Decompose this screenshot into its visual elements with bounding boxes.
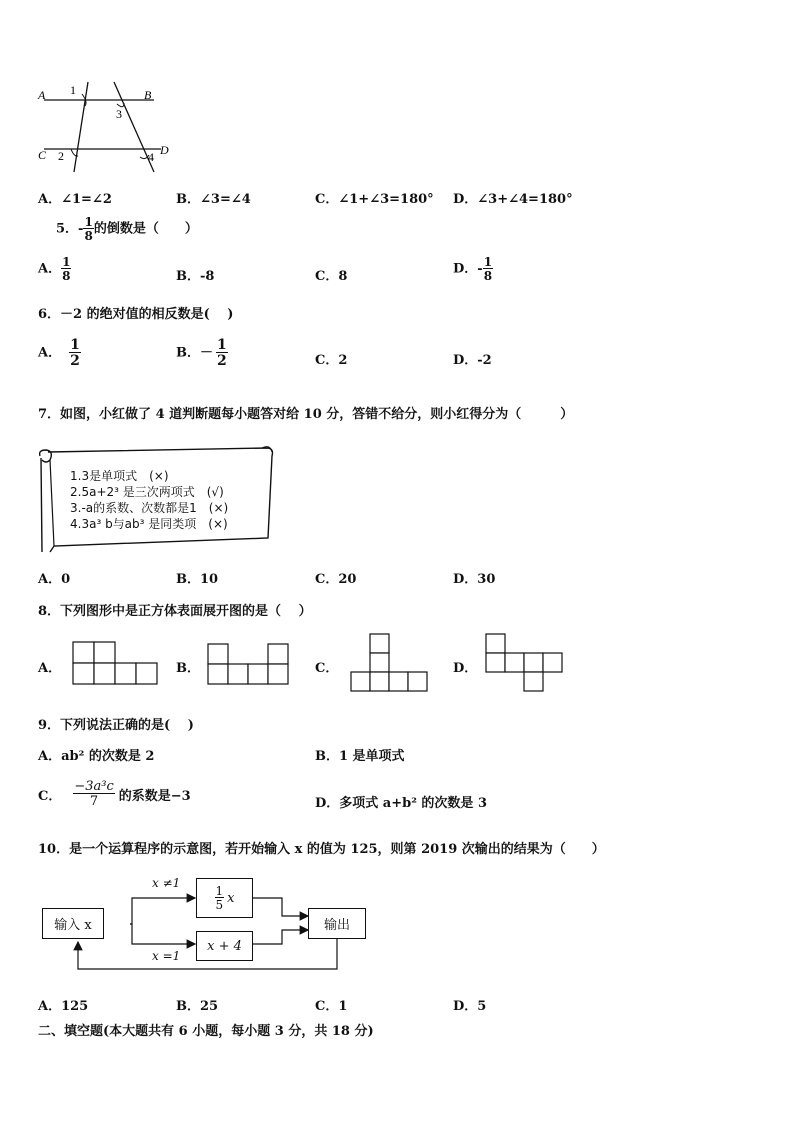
flow-multiply-box: $\frac{1}{5}$ x (196, 878, 253, 918)
q7-option-c[interactable]: C．20 (315, 572, 357, 587)
net-figure-b[interactable] (207, 643, 293, 687)
q5-option-d[interactable]: D．- $\frac{1}{8}$ (453, 255, 493, 283)
q5-option-c[interactable]: C．8 (315, 269, 348, 284)
scroll-line-4: 4.3a³ b与ab³ 是同类项 (×) (70, 517, 228, 531)
q6-option-c[interactable]: C．2 (315, 353, 348, 368)
q7-option-b[interactable]: B．10 (176, 572, 219, 587)
q7-stem: 7．如图，小红做了 4 道判断题每小题答对给 10 分，答错不给分，则小红得分为（ ） (38, 407, 574, 422)
q4-option-a[interactable]: A．∠1=∠2 (38, 192, 112, 207)
q6-stem: 6．－2 的绝对值的相反数是( ) (38, 307, 234, 322)
parallel-lines-figure (36, 80, 176, 175)
label-angle-3: 3 (116, 107, 122, 121)
q10-option-b[interactable]: B．25 (176, 999, 219, 1014)
q8-option-b-label[interactable]: B． (176, 661, 200, 676)
flow-add-box: x + 4 (196, 931, 253, 961)
q10-stem: 10．是一个运算程序的示意图，若开始输入 x 的值为 125，则第 2019 次输出的结果为（ ） (38, 842, 605, 857)
net-figure-c[interactable] (349, 633, 431, 695)
section-2-heading: 二、填空题(本大题共有 6 小题，每小题 3 分，共 18 分) (38, 1024, 374, 1039)
q8-option-a-label[interactable]: A． (38, 661, 62, 676)
q4-option-c[interactable]: C．∠1+∠3=180° (315, 192, 434, 207)
q4-option-b[interactable]: B．∠3=∠4 (176, 192, 251, 207)
q4-option-d[interactable]: D．∠3+∠4=180° (453, 192, 573, 207)
q9-option-b[interactable]: B．1 是单项式 (315, 749, 405, 764)
q5-option-b[interactable]: B．-8 (176, 269, 215, 284)
flow-condition-bottom: x =1 (152, 949, 181, 963)
q8-option-d-label[interactable]: D． (453, 661, 478, 676)
q10-option-a[interactable]: A．125 (38, 999, 89, 1014)
label-C: C (38, 148, 47, 162)
label-D: D (160, 143, 169, 157)
q10-option-d[interactable]: D．5 (453, 999, 487, 1014)
q6-option-b[interactable]: B．－ $\frac{1}{2}$ (176, 337, 227, 369)
q9-option-a[interactable]: A．ab² 的次数是 2 (38, 749, 155, 764)
label-A: A (38, 88, 46, 102)
flow-input-box: 输入 x (42, 908, 104, 939)
q7-option-d[interactable]: D．30 (453, 572, 496, 587)
q9-option-d[interactable]: D．多项式 a+b² 的次数是 3 (315, 796, 487, 811)
flow-condition-top: x ≠1 (152, 876, 181, 890)
net-figure-d[interactable] (485, 633, 569, 695)
q9-stem: 9．下列说法正确的是( ) (38, 718, 194, 733)
q9-option-c[interactable]: C． $\frac{\text{−3a³c}}{7}$ 的系数是−3 (38, 779, 191, 809)
q5-option-a[interactable]: A． $\frac{1}{8}$ (38, 255, 71, 283)
label-angle-1: 1 (70, 83, 76, 97)
q6-option-d[interactable]: D．-2 (453, 353, 492, 368)
flow-output-box: 输出 (308, 908, 366, 939)
q8-stem: 8．下列图形中是正方体表面展开图的是（ ） (38, 604, 312, 619)
label-angle-4: 4 (148, 150, 154, 164)
label-angle-2: 2 (58, 149, 64, 163)
scroll-line-2: 2.5a+2³ 是三次两项式 (√) (70, 485, 224, 499)
q6-option-a[interactable]: A． $\frac{1}{2}$ (38, 337, 80, 369)
q10-option-c[interactable]: C．1 (315, 999, 348, 1014)
label-B: B (144, 88, 152, 102)
q8-option-c-label[interactable]: C． (315, 661, 339, 676)
q5-stem: 5．- $\frac{1}{8}$ 的倒数是（ ） (56, 215, 198, 243)
scroll-content (70, 468, 228, 532)
q7-option-a[interactable]: A．0 (38, 572, 71, 587)
scroll-line-3: 3.-a的系数、次数都是1 (×) (70, 501, 229, 515)
scroll-line-1: 1.3是单项式 (×) (70, 469, 169, 483)
net-figure-a[interactable] (72, 641, 162, 687)
